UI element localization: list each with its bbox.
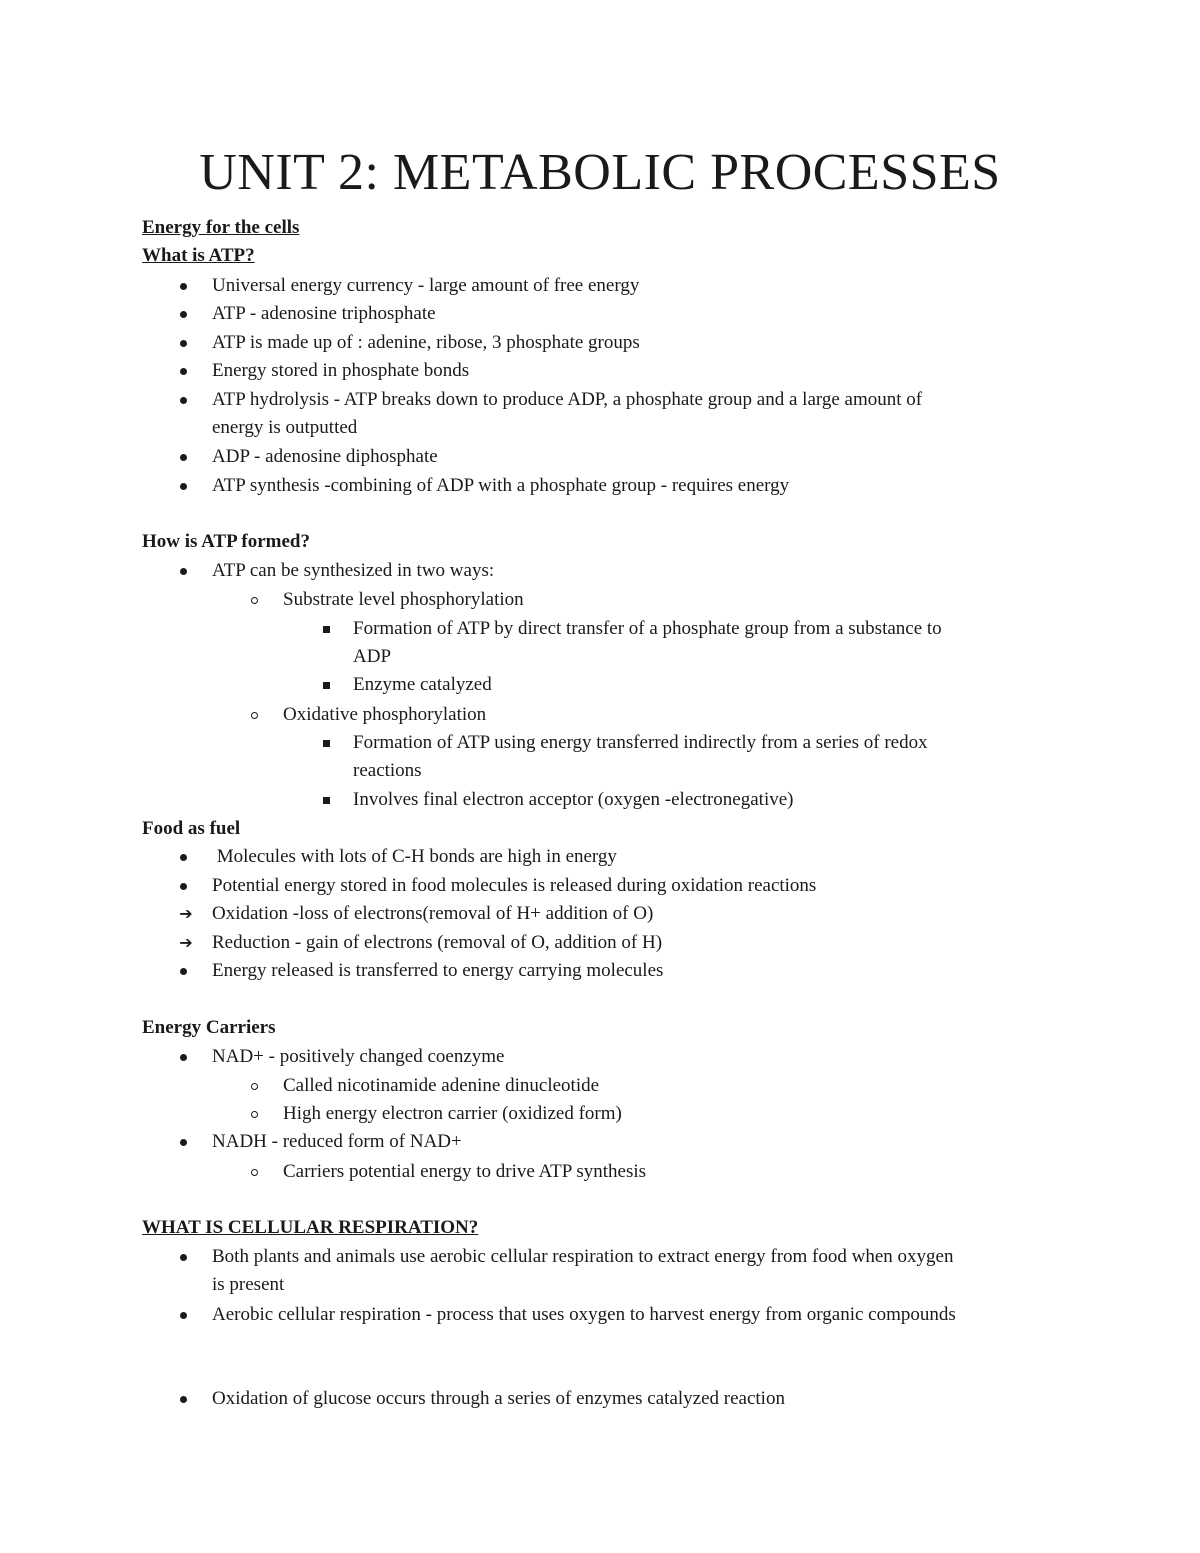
bullet-disc-icon [176, 1243, 190, 1271]
list-item-continuation: reactions [353, 760, 422, 781]
list-item: Substrate level phosphorylation [283, 586, 524, 614]
bullet-disc-icon [176, 557, 190, 585]
list-item: ATP is made up of : adenine, ribose, 3 phosphate groups [212, 329, 640, 357]
bullet-square-icon [319, 671, 333, 699]
list-item: Energy released is transferred to energy carrying molecules [212, 957, 663, 985]
bullet-circle-icon [247, 1100, 261, 1128]
page-title: UNIT 2: METABOLIC PROCESSES [199, 144, 1001, 201]
bullet-disc-icon [176, 872, 190, 900]
bullet-circle-icon [247, 701, 261, 729]
list-item: Universal energy currency - large amount of free energy [212, 272, 639, 300]
list-item: ATP hydrolysis - ATP breaks down to produce ADP, a phosphate group and a large amount of [212, 386, 922, 414]
bullet-disc-icon [176, 443, 190, 471]
list-item: Both plants and animals use aerobic cellular respiration to extract energy from food when oxygen [212, 1243, 953, 1271]
section-heading-how-atp-formed: How is ATP formed? [142, 531, 311, 552]
list-item: ADP - adenosine diphosphate [212, 443, 438, 471]
list-item: Formation of ATP by direct transfer of a phosphate group from a substance to [353, 615, 942, 643]
list-item: NAD+ - positively changed coenzyme [212, 1043, 504, 1071]
bullet-square-icon [319, 729, 333, 757]
bullet-circle-icon [247, 586, 261, 614]
arrow-right-icon: ➔ [179, 904, 193, 923]
bullet-disc-icon [176, 1385, 190, 1413]
bullet-disc-icon [176, 1128, 190, 1156]
list-item: ATP synthesis -combining of ADP with a phosphate group - requires energy [212, 472, 789, 500]
list-item-continuation: ADP [353, 646, 392, 667]
list-item: Oxidation of glucose occurs through a series of enzymes catalyzed reaction [212, 1385, 785, 1413]
section-heading-energy-carriers: Energy Carriers [142, 1017, 276, 1038]
bullet-disc-icon [176, 1301, 190, 1329]
list-item: NADH - reduced form of NAD+ [212, 1128, 462, 1156]
bullet-disc-icon [176, 843, 190, 871]
bullet-disc-icon [176, 386, 190, 414]
arrow-right-icon: ➔ [179, 933, 193, 952]
bullet-disc-icon [176, 272, 190, 300]
list-item: Enzyme catalyzed [353, 671, 492, 699]
list-item: Oxidative phosphorylation [283, 701, 486, 729]
bullet-square-icon [319, 615, 333, 643]
bullet-disc-icon [176, 472, 190, 500]
list-item: Called nicotinamide adenine dinucleotide [283, 1072, 599, 1100]
list-item-continuation: is present [212, 1274, 285, 1295]
list-item: Potential energy stored in food molecules is released during oxidation reactions [212, 872, 816, 900]
section-heading-what-is-atp: What is ATP? [142, 245, 255, 266]
list-item: ATP can be synthesized in two ways: [212, 557, 494, 585]
list-item: ➔ Reduction - gain of electrons (removal of O, addition of H) [212, 929, 662, 957]
bullet-circle-icon [247, 1072, 261, 1100]
list-item: Molecules with lots of C-H bonds are high in energy [212, 843, 617, 871]
list-item: Energy stored in phosphate bonds [212, 357, 469, 385]
section-heading-food-as-fuel: Food as fuel [142, 818, 241, 839]
bullet-disc-icon [176, 1043, 190, 1071]
section-heading-cellular-respiration: WHAT IS CELLULAR RESPIRATION? [142, 1217, 479, 1238]
list-item: Formation of ATP using energy transferred indirectly from a series of redox [353, 729, 928, 757]
section-heading-energy-for-cells: Energy for the cells [142, 217, 300, 238]
list-item: ATP - adenosine triphosphate [212, 300, 436, 328]
list-item-continuation: energy is outputted [212, 417, 358, 438]
list-item: ➔ Oxidation -loss of electrons(removal of H+ addition of O) [212, 900, 653, 928]
bullet-square-icon [319, 786, 333, 814]
bullet-disc-icon [176, 957, 190, 985]
bullet-disc-icon [176, 357, 190, 385]
list-item: Involves final electron acceptor (oxygen -electronegative) [353, 786, 793, 814]
bullet-disc-icon [176, 300, 190, 328]
bullet-circle-icon [247, 1158, 261, 1186]
list-item: Aerobic cellular respiration - process that uses oxygen to harvest energy from organic compounds [212, 1301, 956, 1329]
list-item: Carriers potential energy to drive ATP synthesis [283, 1158, 646, 1186]
list-item: High energy electron carrier (oxidized form) [283, 1100, 622, 1128]
bullet-disc-icon [176, 329, 190, 357]
